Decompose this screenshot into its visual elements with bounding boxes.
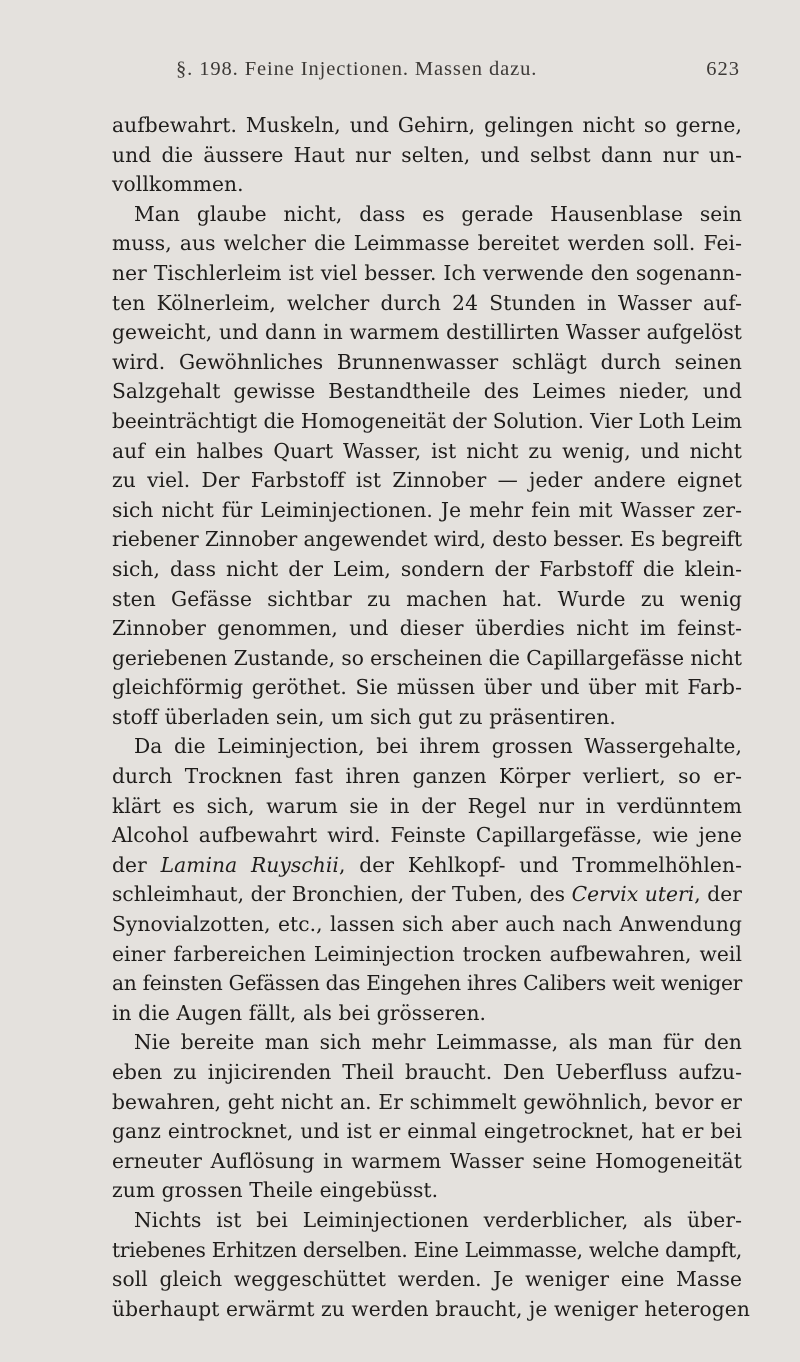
text-line: zu viel. Der Farbstoff ist Zinnober — jeder andere eignet: [112, 468, 742, 493]
text-line: ganz eintrocknet, und ist er einmal eingetrocknet, hat er bei: [112, 1119, 742, 1144]
text-line: geweicht, und dann in warmem destillirten Wasser aufgelöst: [112, 320, 742, 345]
text-line: geriebenen Zustande, so erscheinen die Capillargefässe nicht: [112, 645, 742, 670]
italic-term: Cervix uteri: [571, 882, 695, 907]
text-line: soll gleich weggeschüttet werden. Je weniger eine Masse: [112, 1267, 742, 1292]
text-line: bewahren, geht nicht an. Er schimmelt gewöhnlich, bevor er: [112, 1089, 742, 1114]
text-line: beeinträchtigt die Homogeneität der Solution. Vier Loth Leim: [112, 408, 742, 433]
text-line: [112, 851, 742, 881]
text-line: Nichts ist bei Leiminjectionen verderblicher, als über-: [134, 1207, 742, 1232]
text-line: erneuter Auflösung in warmem Wasser seine Homogeneität: [112, 1148, 742, 1173]
text-line: eben zu injicirenden Theil braucht. Den Ueberfluss aufzu-: [112, 1060, 742, 1084]
text-line: stoff überladen sein, um sich gut zu präsentiren.: [112, 704, 616, 729]
text-line: riebener Zinnober angewendet wird, desto besser. Es begreift: [112, 527, 742, 552]
text-line: zum grossen Theile eingebüsst.: [112, 1178, 439, 1203]
text-line: aufbewahrt. Muskeln, und Gehirn, gelingen nicht so gerne,: [112, 113, 742, 137]
text-line: Salzgehalt gewisse Bestandtheile des Leimes nieder, und: [112, 379, 742, 404]
running-head-title: §. 198. Feine Injectionen. Massen dazu.: [176, 58, 538, 80]
text-line: in die Augen fällt, als bei grösseren.: [112, 1000, 487, 1025]
text-line: sich nicht für Leiminjectionen. Je mehr fein mit Wasser zer-: [112, 497, 742, 522]
text-line: überhaupt erwärmt zu werden braucht, je weniger heterogen: [112, 1296, 750, 1321]
text-line: auf ein halbes Quart Wasser, ist nicht zu wenig, und nicht: [112, 438, 742, 463]
text-line: klärt es sich, warum sie in der Regel nur in verdünntem: [112, 793, 742, 818]
text-line: Da die Leiminjection, bei ihrem grossen Wassergehalte,: [134, 734, 742, 759]
italic-term: Lamina Ruyschii: [160, 852, 339, 877]
text-line: durch Trocknen fast ihren ganzen Körper verliert, so er-: [112, 764, 742, 789]
text-line: ten Kölnerleim, welcher durch 24 Stunden in Wasser auf-: [112, 290, 742, 315]
text-segment: , der Kehlkopf- und Trommelhöhlen-: [339, 852, 743, 877]
text-line: sich, dass nicht der Leim, sondern der Farbstoff die klein-: [112, 556, 742, 581]
text-line: wird. Gewöhnliches Brunnenwasser schlägt durch seinen: [112, 349, 742, 374]
text-line: Nie bereite man sich mehr Leimmasse, als man für den: [134, 1030, 742, 1055]
text-line: Synovialzotten, etc., lassen sich aber auch nach Anwendung: [112, 912, 742, 937]
running-head: [138, 58, 740, 88]
text-line: Man glaube nicht, dass es gerade Hausenblase sein: [134, 201, 742, 226]
text-line: an feinsten Gefässen das Eingehen ihres Calibers weit weniger: [112, 971, 742, 996]
text-line: Zinnober genommen, und dieser überdies nicht im feinst-: [112, 616, 742, 641]
text-line: sten Gefässe sichtbar zu machen hat. Wurde zu wenig: [112, 586, 742, 611]
text-line: [112, 880, 742, 910]
text-line: gleichförmig geröthet. Sie müssen über und über mit Farb-: [112, 675, 742, 700]
page-number: 623: [706, 58, 740, 80]
text-line: und die äussere Haut nur selten, und selbst dann nur un-: [112, 142, 742, 167]
text-line: ner Tischlerleim ist viel besser. Ich verwende den sogenann-: [112, 260, 742, 285]
text-line: Alcohol aufbewahrt wird. Feinste Capillargefässe, wie jene: [112, 823, 742, 848]
text-segment: schleimhaut, der Bronchien, der Tuben, des: [112, 882, 572, 907]
text-line: einer farbereichen Leiminjection trocken aufbewahren, weil: [112, 941, 742, 966]
text-segment: , der: [694, 882, 742, 907]
body-text: [112, 111, 750, 1324]
text-segment: der: [112, 852, 161, 877]
text-line: vollkommen.: [112, 172, 244, 197]
text-line: triebenes Erhitzen derselben. Eine Leimmasse, welche dampft,: [112, 1237, 742, 1262]
text-line: muss, aus welcher die Leimmasse bereitet werden soll. Fei-: [112, 231, 742, 256]
